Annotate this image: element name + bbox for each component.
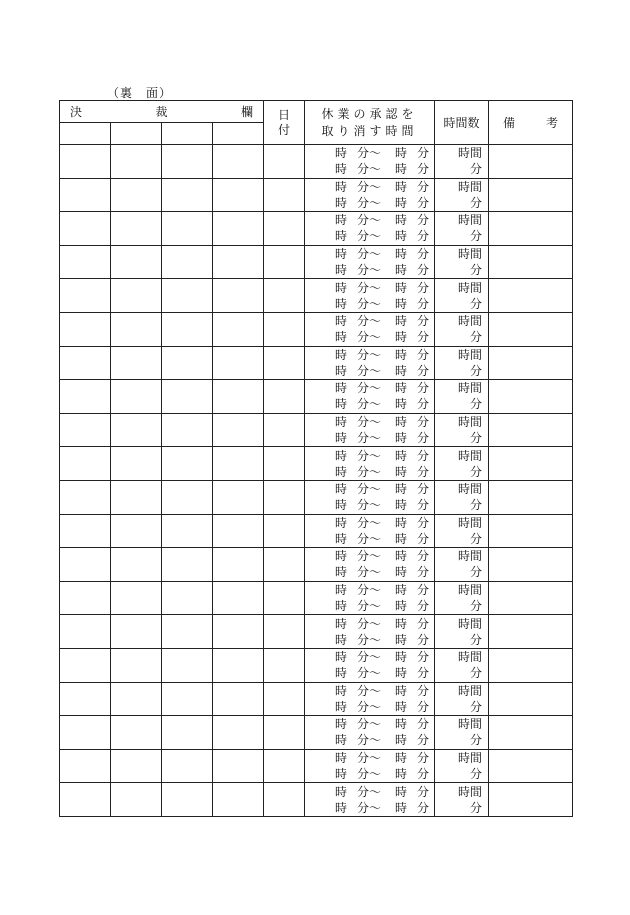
remarks-cell[interactable] [489, 212, 573, 246]
time-range-line: 時 分～ 時 分 [335, 381, 430, 396]
time-range-cell[interactable] [305, 178, 435, 212]
date-cell[interactable] [264, 548, 305, 582]
kessai-cell[interactable] [111, 581, 162, 615]
remarks-cell[interactable] [489, 783, 573, 817]
kessai-cell[interactable] [60, 245, 111, 279]
table-row [60, 514, 573, 548]
hours-cell[interactable]: 時間 分 [435, 380, 489, 414]
hours-cell[interactable]: 時間 分 [435, 279, 489, 313]
kessai-header: 決 裁 欄 [60, 101, 264, 123]
kessai-cell[interactable] [111, 413, 162, 447]
date-cell[interactable] [264, 178, 305, 212]
kessai-cell[interactable] [213, 548, 264, 582]
remarks-cell[interactable] [489, 346, 573, 380]
hours-cell[interactable]: 時間 分 [435, 178, 489, 212]
kessai-cell[interactable] [213, 615, 264, 649]
hours-cell[interactable]: 時間 分 [435, 548, 489, 582]
time-range-line: 時 分～ 時 分 [335, 229, 430, 244]
table-row [60, 145, 573, 179]
time-range-cell[interactable] [305, 447, 435, 481]
approval-cancel-time-header: 休業の承認を 取り消す時間 [305, 101, 435, 145]
time-range-line: 時 分～ 時 分 [335, 296, 430, 311]
time-range-line: 時 分～ 時 分 [335, 482, 430, 497]
kessai-cell[interactable] [162, 749, 213, 783]
time-range-line: 時 分～ 時 分 [335, 363, 430, 378]
table-row [60, 312, 573, 346]
table-row [60, 447, 573, 481]
kessai-cell[interactable] [162, 380, 213, 414]
date-cell[interactable] [264, 615, 305, 649]
kessai-cell[interactable] [111, 380, 162, 414]
hours-cell[interactable]: 時間 分 [435, 312, 489, 346]
remarks-cell[interactable] [489, 682, 573, 716]
remarks-cell[interactable] [489, 648, 573, 682]
kessai-cell[interactable] [60, 212, 111, 246]
time-range-cell[interactable] [305, 648, 435, 682]
kessai-cell[interactable] [213, 648, 264, 682]
time-range-line: 時 分～ 時 分 [335, 448, 430, 463]
kessai-cell[interactable] [60, 749, 111, 783]
kessai-cell[interactable] [111, 480, 162, 514]
table-row [60, 682, 573, 716]
kessai-cell[interactable] [162, 279, 213, 313]
time-range-cell[interactable] [305, 380, 435, 414]
date-cell[interactable] [264, 682, 305, 716]
kessai-cell[interactable] [162, 245, 213, 279]
date-cell[interactable] [264, 447, 305, 481]
remarks-cell[interactable] [489, 447, 573, 481]
remarks-cell[interactable] [489, 548, 573, 582]
kessai-cell[interactable] [60, 514, 111, 548]
kessai-cell[interactable] [60, 682, 111, 716]
time-range-line: 時 分～ 時 分 [335, 583, 430, 598]
kessai-cell[interactable] [111, 615, 162, 649]
table-row [60, 548, 573, 582]
kessai-cell[interactable] [213, 245, 264, 279]
time-range-line: 時 分～ 時 分 [335, 314, 430, 329]
time-range-line: 時 分～ 時 分 [335, 415, 430, 430]
time-range-line: 時 分～ 時 分 [335, 347, 430, 362]
remarks-cell[interactable] [489, 279, 573, 313]
kessai-cell[interactable] [162, 648, 213, 682]
date-cell[interactable] [264, 783, 305, 817]
kessai-cell[interactable] [162, 413, 213, 447]
table-row [60, 380, 573, 414]
date-cell[interactable] [264, 212, 305, 246]
time-range-line: 時 分～ 時 分 [335, 397, 430, 412]
hours-cell[interactable]: 時間 分 [435, 447, 489, 481]
time-range-line: 時 分～ 時 分 [335, 431, 430, 446]
time-range-line: 時 分～ 時 分 [335, 549, 430, 564]
hours-cell[interactable]: 時間 分 [435, 716, 489, 750]
time-range-cell[interactable] [305, 312, 435, 346]
kessai-cell[interactable] [111, 346, 162, 380]
remarks-cell[interactable] [489, 145, 573, 179]
hours-cell[interactable]: 時間 分 [435, 749, 489, 783]
kessai-cell[interactable] [213, 145, 264, 179]
kessai-cell[interactable] [213, 783, 264, 817]
date-header: 日 付 [264, 101, 305, 145]
time-range-line: 時 分～ 時 分 [335, 247, 430, 262]
kessai-cell[interactable] [162, 682, 213, 716]
kessai-cell[interactable] [213, 716, 264, 750]
remarks-cell[interactable] [489, 413, 573, 447]
hours-cell[interactable]: 時間 分 [435, 346, 489, 380]
table-row [60, 480, 573, 514]
table-row [60, 716, 573, 750]
table-row [60, 783, 573, 817]
time-range-line: 時 分～ 時 分 [335, 800, 430, 815]
kessai-cell[interactable] [213, 749, 264, 783]
hours-cell[interactable]: 時間 分 [435, 413, 489, 447]
table-row [60, 749, 573, 783]
kessai-cell[interactable] [60, 648, 111, 682]
date-cell[interactable] [264, 514, 305, 548]
kessai-cell[interactable] [111, 279, 162, 313]
time-range-line: 時 分～ 時 分 [335, 162, 430, 177]
time-range-cell[interactable] [305, 615, 435, 649]
kessai-cell[interactable] [162, 716, 213, 750]
kessai-cell[interactable] [213, 581, 264, 615]
time-range-cell[interactable] [305, 783, 435, 817]
time-range-cell[interactable] [305, 346, 435, 380]
remarks-cell[interactable] [489, 716, 573, 750]
table-row [60, 615, 573, 649]
time-range-line: 時 分～ 時 分 [335, 599, 430, 614]
hours-cell[interactable]: 時間 分 [435, 615, 489, 649]
table-row [60, 212, 573, 246]
date-cell[interactable] [264, 480, 305, 514]
kessai-stamp-box[interactable] [162, 123, 213, 145]
time-range-cell[interactable] [305, 279, 435, 313]
time-range-line: 時 分～ 時 分 [335, 683, 430, 698]
kessai-cell[interactable] [111, 749, 162, 783]
kessai-cell[interactable] [60, 783, 111, 817]
time-range-cell[interactable] [305, 480, 435, 514]
time-range-cell[interactable] [305, 245, 435, 279]
kessai-cell[interactable] [162, 581, 213, 615]
kessai-cell[interactable] [162, 212, 213, 246]
time-range-line: 時 分～ 時 分 [335, 515, 430, 530]
time-range-line: 時 分～ 時 分 [335, 213, 430, 228]
time-range-line: 時 分～ 時 分 [335, 531, 430, 546]
kessai-cell[interactable] [60, 279, 111, 313]
time-range-line: 時 分～ 時 分 [335, 179, 430, 194]
page-side-label: （裏 面） [107, 86, 173, 100]
time-range-line: 時 分～ 時 分 [335, 784, 430, 799]
table-row [60, 178, 573, 212]
hours-cell[interactable]: 時間 分 [435, 682, 489, 716]
kessai-stamp-box[interactable] [111, 123, 162, 145]
hours-cell[interactable]: 時間 分 [435, 648, 489, 682]
kessai-cell[interactable] [111, 312, 162, 346]
date-cell[interactable] [264, 581, 305, 615]
kessai-cell[interactable] [213, 447, 264, 481]
kessai-cell[interactable] [213, 514, 264, 548]
kessai-cell[interactable] [213, 346, 264, 380]
kessai-cell[interactable] [213, 312, 264, 346]
kessai-cell[interactable] [111, 548, 162, 582]
table-row [60, 648, 573, 682]
kessai-cell[interactable] [213, 682, 264, 716]
kessai-cell[interactable] [162, 783, 213, 817]
time-range-cell[interactable] [305, 581, 435, 615]
kessai-cell[interactable] [213, 480, 264, 514]
date-cell[interactable] [264, 413, 305, 447]
time-range-line: 時 分～ 時 分 [335, 766, 430, 781]
kessai-cell[interactable] [111, 145, 162, 179]
time-range-line: 時 分～ 時 分 [335, 733, 430, 748]
time-range-line: 時 分～ 時 分 [335, 498, 430, 513]
kessai-stamp-box[interactable] [213, 123, 264, 145]
hours-header: 時間数 [435, 101, 489, 145]
remarks-cell[interactable] [489, 312, 573, 346]
kessai-cell[interactable] [213, 212, 264, 246]
kessai-cell[interactable] [213, 178, 264, 212]
time-range-line: 時 分～ 時 分 [335, 750, 430, 765]
kessai-cell[interactable] [60, 548, 111, 582]
time-range-cell[interactable] [305, 749, 435, 783]
time-range-line: 時 分～ 時 分 [335, 280, 430, 295]
kessai-cell[interactable] [162, 514, 213, 548]
time-range-cell[interactable] [305, 413, 435, 447]
remarks-cell[interactable] [489, 749, 573, 783]
hours-cell[interactable]: 時間 分 [435, 480, 489, 514]
kessai-cell[interactable] [60, 716, 111, 750]
table-row [60, 245, 573, 279]
kessai-cell[interactable] [60, 145, 111, 179]
kessai-cell[interactable] [213, 279, 264, 313]
hours-cell[interactable]: 時間 分 [435, 514, 489, 548]
time-range-cell[interactable] [305, 716, 435, 750]
time-range-line: 時 分～ 時 分 [335, 650, 430, 665]
kessai-cell[interactable] [111, 245, 162, 279]
date-cell[interactable] [264, 346, 305, 380]
remarks-cell[interactable] [489, 245, 573, 279]
kessai-cell[interactable] [60, 312, 111, 346]
time-range-line: 時 分～ 時 分 [335, 699, 430, 714]
kessai-cell[interactable] [162, 447, 213, 481]
time-range-line: 時 分～ 時 分 [335, 263, 430, 278]
date-cell[interactable] [264, 380, 305, 414]
kessai-cell[interactable] [162, 480, 213, 514]
leave-cancellation-table [59, 100, 573, 817]
remarks-cell[interactable] [489, 615, 573, 649]
kessai-cell[interactable] [162, 312, 213, 346]
table-row [60, 346, 573, 380]
time-range-cell[interactable] [305, 212, 435, 246]
kessai-cell[interactable] [60, 178, 111, 212]
date-cell[interactable] [264, 749, 305, 783]
kessai-cell[interactable] [111, 447, 162, 481]
table-row [60, 279, 573, 313]
kessai-cell[interactable] [111, 716, 162, 750]
time-range-line: 時 分～ 時 分 [335, 195, 430, 210]
kessai-cell[interactable] [162, 145, 213, 179]
hours-cell[interactable]: 時間 分 [435, 245, 489, 279]
kessai-cell[interactable] [111, 212, 162, 246]
time-range-line: 時 分～ 時 分 [335, 330, 430, 345]
kessai-cell[interactable] [162, 615, 213, 649]
time-range-cell[interactable] [305, 145, 435, 179]
time-range-line: 時 分～ 時 分 [335, 632, 430, 647]
time-range-line: 時 分～ 時 分 [335, 565, 430, 580]
time-range-line: 時 分～ 時 分 [335, 146, 430, 161]
kessai-cell[interactable] [213, 380, 264, 414]
remarks-cell[interactable] [489, 514, 573, 548]
kessai-cell[interactable] [162, 548, 213, 582]
kessai-cell[interactable] [60, 480, 111, 514]
kessai-cell[interactable] [111, 178, 162, 212]
remarks-cell[interactable] [489, 581, 573, 615]
table-row [60, 581, 573, 615]
kessai-cell[interactable] [60, 447, 111, 481]
remarks-cell[interactable] [489, 480, 573, 514]
kessai-cell[interactable] [60, 346, 111, 380]
remarks-cell[interactable] [489, 380, 573, 414]
kessai-cell[interactable] [60, 413, 111, 447]
kessai-cell[interactable] [60, 380, 111, 414]
time-range-line: 時 分～ 時 分 [335, 616, 430, 631]
kessai-cell[interactable] [111, 514, 162, 548]
date-cell[interactable] [264, 245, 305, 279]
hours-cell[interactable]: 時間 分 [435, 581, 489, 615]
time-range-line: 時 分～ 時 分 [335, 717, 430, 732]
time-range-cell[interactable] [305, 514, 435, 548]
time-range-line: 時 分～ 時 分 [335, 666, 430, 681]
time-range-cell[interactable] [305, 548, 435, 582]
kessai-cell[interactable] [213, 413, 264, 447]
date-cell[interactable] [264, 145, 305, 179]
date-cell[interactable] [264, 312, 305, 346]
kessai-cell[interactable] [162, 346, 213, 380]
hours-cell[interactable]: 時間 分 [435, 212, 489, 246]
table-row [60, 413, 573, 447]
hours-cell[interactable]: 時間 分 [435, 145, 489, 179]
kessai-cell[interactable] [111, 783, 162, 817]
kessai-cell[interactable] [111, 682, 162, 716]
time-range-cell[interactable] [305, 682, 435, 716]
time-range-line: 時 分～ 時 分 [335, 464, 430, 479]
remarks-cell[interactable] [489, 178, 573, 212]
remarks-header: 備 考 [489, 101, 573, 145]
date-cell[interactable] [264, 648, 305, 682]
kessai-stamp-box[interactable] [60, 123, 111, 145]
kessai-cell[interactable] [162, 178, 213, 212]
date-cell[interactable] [264, 716, 305, 750]
hours-cell[interactable]: 時間 分 [435, 783, 489, 817]
date-cell[interactable] [264, 279, 305, 313]
kessai-cell[interactable] [111, 648, 162, 682]
kessai-cell[interactable] [60, 615, 111, 649]
kessai-cell[interactable] [60, 581, 111, 615]
